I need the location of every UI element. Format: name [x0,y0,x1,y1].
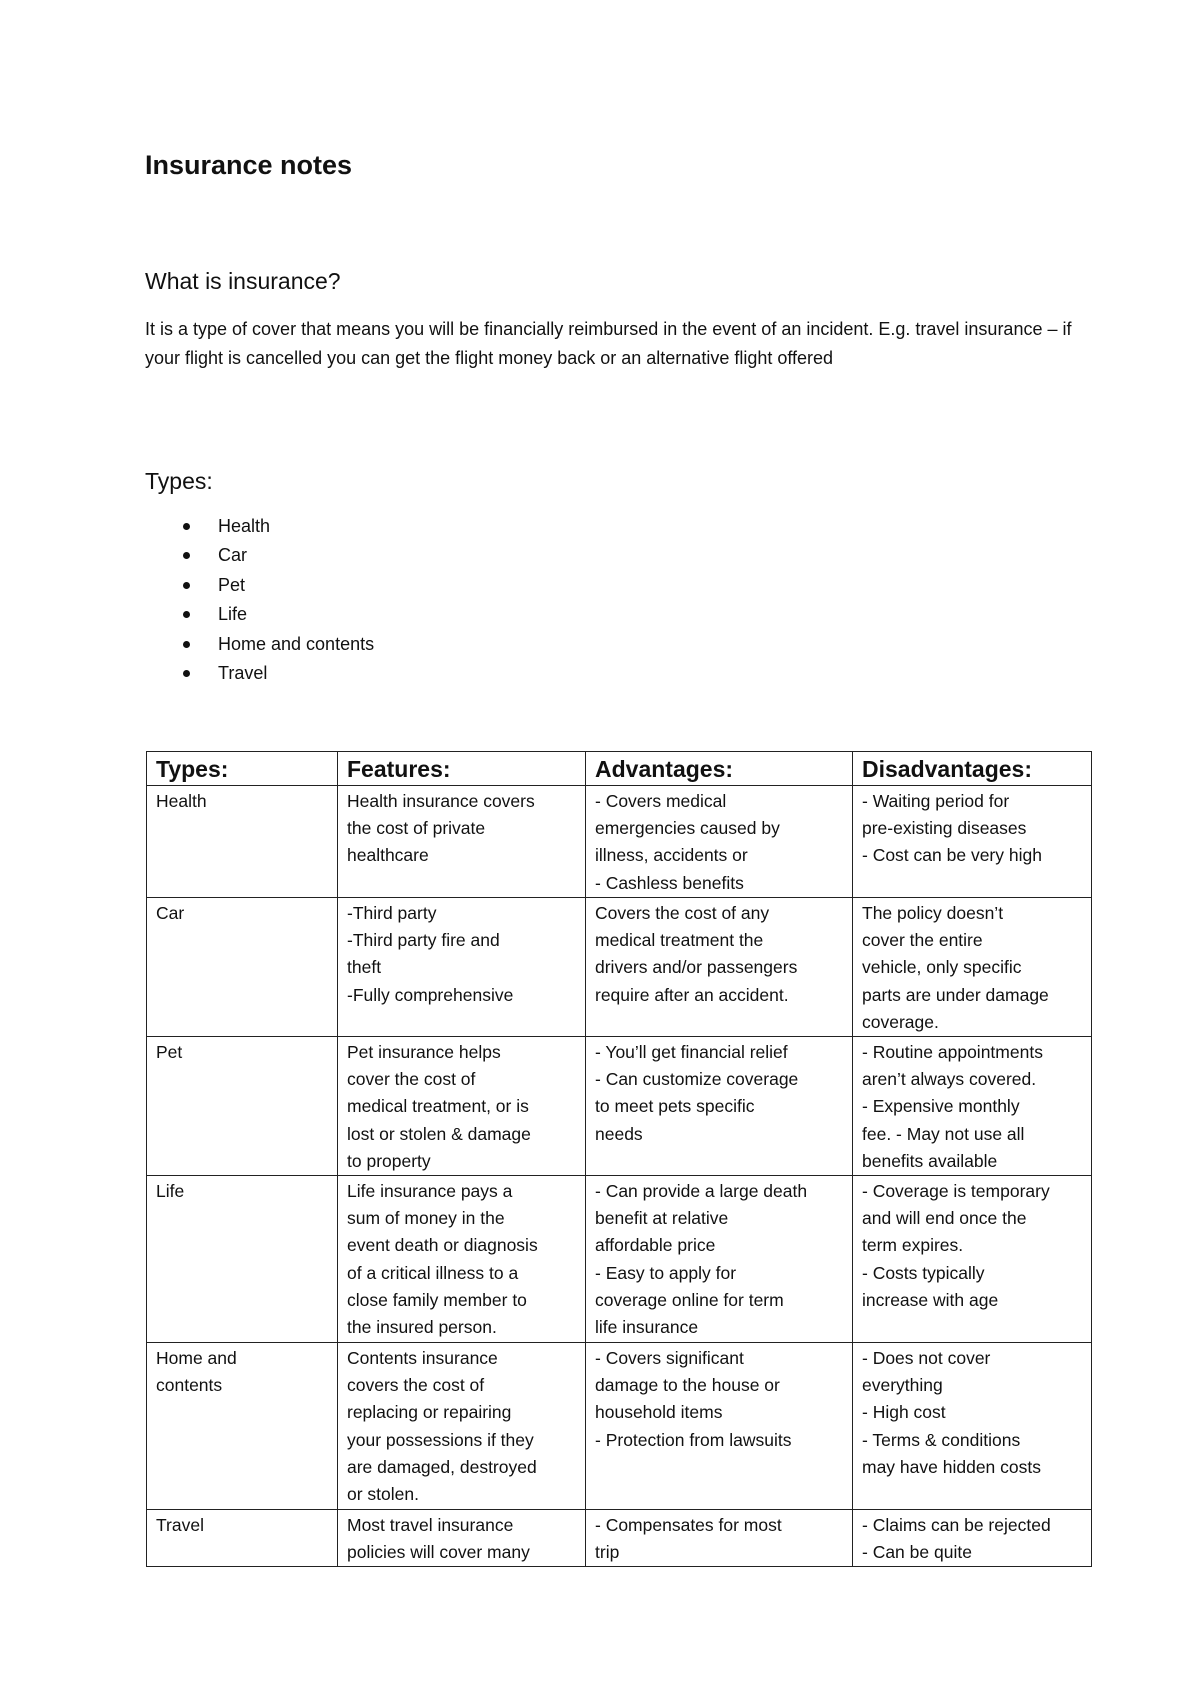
cell-text-line: Covers the cost of any [595,903,770,923]
cell-text-line: may have hidden costs [862,1456,1041,1477]
cell-text-line: - High cost [862,1402,946,1423]
cell-text-line: trip [595,1542,620,1563]
cell-disadvantages [853,898,1092,1037]
cell-text-line: replacing or repairing [347,1402,512,1423]
cell-type [147,898,338,1037]
cell-text-line: - Terms & conditions [862,1429,1021,1450]
cell-disadvantages [853,1176,1092,1343]
cell-text-line: Most travel insurance [347,1515,514,1536]
cell-advantages [586,1176,853,1343]
table-row [147,898,1092,1037]
cell-text-line: - Claims can be rejected [862,1515,1051,1536]
cell-text-line: needs [595,1123,643,1144]
cell-text-line: the cost of private [347,818,486,839]
cell-text-line: - Waiting period for [862,791,1010,811]
cell-text-line: contents [156,1375,223,1396]
cell-text-line: - Expensive monthly [862,1096,1020,1117]
cell-text-line: household items [595,1402,723,1423]
table-row [147,1037,1092,1176]
cell-text-line: to meet pets specific [595,1096,755,1117]
cell-text-line: - You’ll get financial relief [595,1042,788,1063]
cell-text-line: Travel [156,1515,204,1536]
cell-text-line: - Does not cover [862,1348,991,1369]
cell-type [147,1176,338,1343]
types-list-item: Health [145,512,374,541]
cell-text-line: -Fully comprehensive [347,984,514,1005]
types-list [145,512,374,688]
cell-features [338,898,586,1037]
cell-disadvantages [853,1037,1092,1176]
cell-text-line: affordable price [595,1235,716,1256]
cell-text-line: coverage. [862,1011,939,1032]
cell-text-line: Health insurance covers [347,791,535,811]
cell-text-line: vehicle, only specific [862,957,1022,978]
cell-text-line: Home and [156,1348,237,1369]
cell-text-line: life insurance [595,1317,699,1338]
cell-text-line: - Cashless benefits [595,872,744,893]
insurance-comparison-table [146,751,1092,1567]
cell-text-line: or stolen. [347,1484,419,1505]
cell-features [338,1037,586,1176]
cell-text-line: sum of money in the [347,1208,505,1229]
cell-text-line: -Third party fire and [347,930,500,951]
cell-text-line: medical treatment, or is [347,1096,529,1117]
cell-text-line: event death or diagnosis [347,1235,538,1256]
cell-text-line: - Coverage is temporary [862,1181,1050,1202]
cell-text-line: cover the cost of [347,1069,476,1090]
cell-text-line: The policy doesn’t [862,903,1004,923]
header-advantages: Advantages: [586,752,853,786]
cell-text-line: benefits available [862,1150,998,1171]
cell-text-line: policies will cover many [347,1542,530,1563]
cell-text-line: everything [862,1375,943,1396]
cell-text-line: parts are under damage [862,984,1049,1005]
cell-type [147,1037,338,1176]
cell-type [147,786,338,898]
cell-text-line: damage to the house or [595,1375,780,1396]
cell-text-line: benefit at relative [595,1208,729,1229]
cell-text-line: - Can be quite [862,1542,972,1563]
table-row [147,786,1092,898]
types-list-item: Pet [145,571,374,600]
cell-text-line: healthcare [347,845,429,866]
cell-text-line: Pet [156,1042,183,1063]
table-body [147,786,1092,1567]
table-row [147,1176,1092,1343]
insurance-definition: It is a type of cover that means you will be financially reimbursed in the event of an incident. E.g. travel insurance – if your flight is cancelled you can get the flight money back or an alternative flight offered [145,319,1072,368]
cell-text-line: Car [156,903,185,923]
table-row [147,1510,1092,1567]
cell-text-line: - Covers medical [595,791,727,811]
cell-text-line: - Routine appointments [862,1042,1043,1063]
page-title: Insurance notes [145,150,353,180]
cell-advantages [586,786,853,898]
cell-text-line: medical treatment the [595,930,764,951]
cell-disadvantages [853,1510,1092,1567]
cell-advantages [586,1510,853,1567]
cell-text-line: theft [347,957,382,978]
types-list-item: Car [145,541,374,570]
cell-type [147,1510,338,1567]
cell-text-line: Contents insurance [347,1348,498,1369]
cell-text-line: - Compensates for most [595,1515,782,1536]
cell-text-line: to property [347,1150,431,1171]
cell-text-line: emergencies caused by [595,818,780,839]
cell-text-line: increase with age [862,1289,999,1310]
cell-text-line: aren’t always covered. [862,1069,1037,1090]
cell-text-line: are damaged, destroyed [347,1456,537,1477]
cell-text-line: close family member to [347,1289,527,1310]
header-features: Features: [338,752,586,786]
cell-text-line: - Covers significant [595,1348,744,1369]
cell-advantages [586,898,853,1037]
cell-text-line: - Easy to apply for [595,1262,737,1283]
cell-type [147,1343,338,1510]
cell-text-line: fee. - May not use all [862,1123,1025,1144]
cell-text-line: covers the cost of [347,1375,485,1396]
cell-features [338,1343,586,1510]
cell-text-line: pre-existing diseases [862,818,1027,839]
cell-features [338,1176,586,1343]
types-heading: Types: [145,468,213,494]
cell-text-line: - Can provide a large death [595,1181,808,1202]
cell-text-line: coverage online for term [595,1289,784,1310]
types-list-item: Travel [145,659,374,688]
cell-text-line: the insured person. [347,1317,497,1338]
cell-features [338,1510,586,1567]
cell-text-line: illness, accidents or [595,845,748,866]
cell-text-line: Pet insurance helps [347,1042,501,1063]
what-is-insurance-heading: What is insurance? [145,268,341,294]
types-list-item: Home and contents [145,630,374,659]
cell-text-line: and will end once the [862,1208,1027,1229]
cell-text-line: Life [156,1181,185,1202]
cell-text-line: Health [156,791,207,811]
cell-text-line: - Protection from lawsuits [595,1429,792,1450]
cell-text-line: lost or stolen & damage [347,1123,531,1144]
cell-text-line: cover the entire [862,930,983,951]
cell-text-line: of a critical illness to a [347,1262,519,1283]
header-disadvantages: Disadvantages: [853,752,1092,786]
header-types: Types: [147,752,338,786]
cell-text-line: - Costs typically [862,1262,985,1283]
types-list-item: Life [145,600,374,629]
cell-disadvantages [853,786,1092,898]
cell-text-line: your possessions if they [347,1429,534,1450]
cell-text-line: term expires. [862,1235,964,1256]
cell-advantages [586,1343,853,1510]
cell-advantages [586,1037,853,1176]
cell-text-line: drivers and/or passengers [595,957,798,978]
cell-text-line: -Third party [347,903,437,923]
cell-text-line: - Can customize coverage [595,1069,799,1090]
cell-text-line: - Cost can be very high [862,845,1042,866]
table-header-row [147,752,1092,786]
table-row [147,1343,1092,1510]
cell-features [338,786,586,898]
cell-text-line: require after an accident. [595,984,789,1005]
cell-disadvantages [853,1343,1092,1510]
cell-text-line: Life insurance pays a [347,1181,513,1202]
